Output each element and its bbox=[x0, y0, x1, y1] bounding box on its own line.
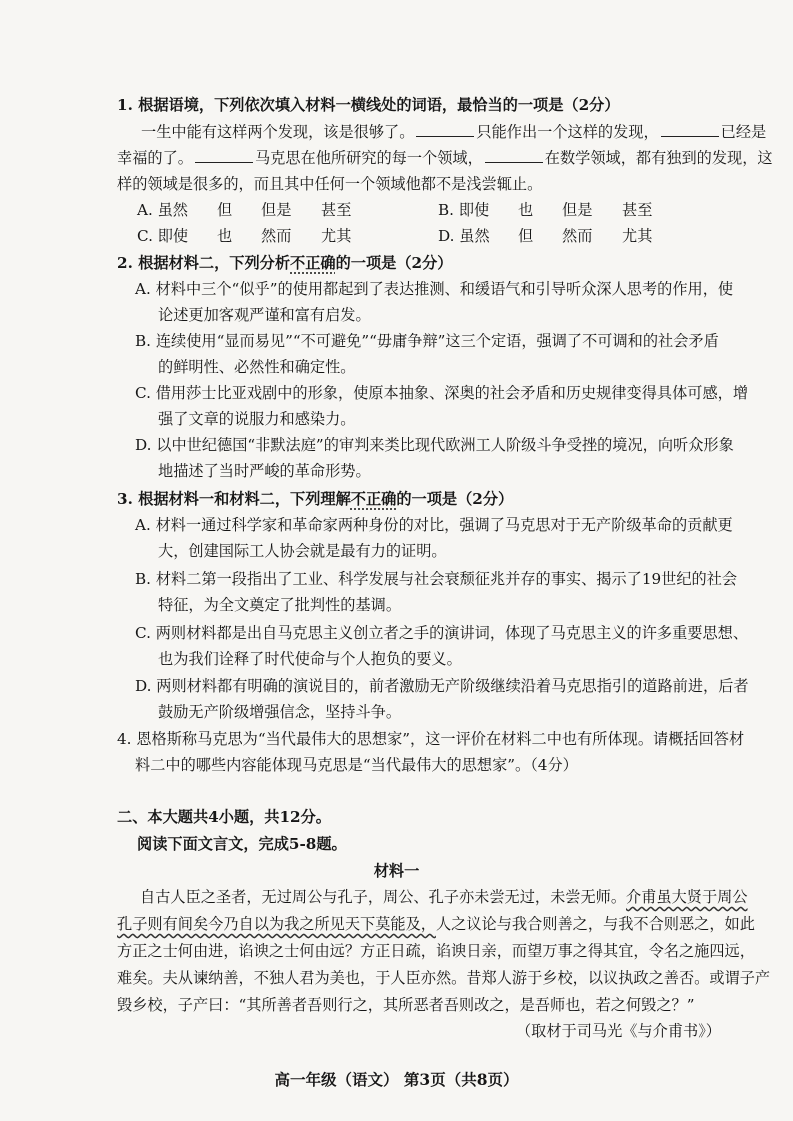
q1-stem: 1. 根据语境，下列依次填入材料一横线处的词语，最恰当的一项是（2分） bbox=[117, 96, 620, 114]
classical-text: 人之议论与我合则善之，与我不合则恶之，如此 bbox=[435, 915, 755, 933]
section-2-instruction: 阅读下面文言文，完成5-8题。 bbox=[137, 835, 347, 853]
classical-text-line-4: 难矣。夫从谏纳善，不独人君为美也，于人臣亦然。昔郑人游于乡校，以议执政之善否。或谓子产 bbox=[117, 969, 771, 987]
option-word: 甚至 bbox=[622, 201, 653, 219]
option-word: 尤其 bbox=[622, 227, 653, 245]
q1-passage-text: 在数学领域，都有独到的发现，这 bbox=[544, 149, 773, 167]
q2-stem-emphasis: 不正确 bbox=[290, 254, 336, 272]
q4-line-1: 4. 恩格斯称马克思为“当代最伟大的思想家”，这一评价在材料二中也有所体现。请概括回答材 bbox=[117, 730, 745, 748]
q3-stem-emphasis: 不正确 bbox=[350, 490, 397, 508]
q2-stem-text: 的一项是（2分） bbox=[335, 254, 453, 272]
option-word: 也 bbox=[217, 227, 233, 245]
material-title: 材料一 bbox=[373, 862, 420, 880]
q1-option-c bbox=[137, 223, 351, 249]
option-word: 也 bbox=[518, 201, 534, 219]
q3-stem-text: 的一项是（2分） bbox=[396, 490, 514, 508]
q1-passage-text: 一生中能有这样两个发现，该是很够了。 bbox=[141, 123, 415, 141]
option-word: C. 即使 bbox=[137, 227, 189, 245]
q3-stem-text: 3. 根据材料一和材料二，下列理解 bbox=[117, 490, 351, 508]
classical-text-line-2 bbox=[117, 911, 793, 937]
q2-stem bbox=[117, 250, 793, 276]
q1-option-b bbox=[438, 197, 652, 223]
q3-option-c-line-2: 也为我们诠释了时代使命与个人抱负的要义。 bbox=[158, 650, 462, 668]
classical-text-line-3: 方正之士何由进，谄谀之士何由远？方正日疏，谄谀日亲，而望万事之得其宜，令名之施四远， bbox=[117, 942, 755, 960]
q2-stem-text: 2. 根据材料二，下列分析 bbox=[117, 254, 291, 272]
option-word: D. 虽然 bbox=[438, 227, 490, 245]
option-word: 尤其 bbox=[321, 227, 352, 245]
fill-blank-4 bbox=[485, 148, 543, 163]
option-word: 然而 bbox=[261, 227, 292, 245]
option-word: 但 bbox=[518, 227, 534, 245]
q2-option-d-line-1: D. 以中世纪德国“非默法庭”的审判来类比现代欧洲工人阶级斗争受挫的境况，向听众形象 bbox=[135, 436, 734, 454]
option-word: B. 即使 bbox=[438, 201, 490, 219]
classical-text-line-5: 毁乡校，子产曰：“其所善者吾则行之，其所恶者吾则改之，是吾师也，若之何毁之？” bbox=[117, 996, 695, 1014]
q3-option-a-line-1: A. 材料一通过科学家和革命家两种身份的对比，强调了马克思对于无产阶级革命的贡献更 bbox=[135, 516, 733, 534]
q3-option-d-line-1: D. 两则材料都有明确的演说目的，前者激励无产阶级继续沿着马克思指引的道路前进，后者 bbox=[135, 677, 749, 695]
q3-stem bbox=[117, 486, 793, 512]
fill-blank-2 bbox=[661, 122, 719, 137]
fill-blank-3 bbox=[195, 148, 253, 163]
q1-passage-text: 幸福的了。 bbox=[117, 149, 193, 167]
q3-option-b-line-2: 特征，为全文奠定了批判性的基调。 bbox=[158, 596, 401, 614]
q1-option-d bbox=[438, 223, 652, 249]
q2-option-d-line-2: 地描述了当时严峻的革命形势。 bbox=[158, 462, 371, 480]
q1-passage-line-3: 样的领域是很多的，而且其中任何一个领域他都不是浅尝辄止。 bbox=[117, 175, 543, 193]
q3-option-c-line-1: C. 两则材料都是出自马克思主义创立者之手的演讲词，体现了马克思主义的许多重要思想、 bbox=[135, 624, 749, 642]
q3-option-a-line-2: 大，创建国际工人协会就是最有力的证明。 bbox=[158, 542, 447, 560]
option-word: 但是 bbox=[261, 201, 292, 219]
classical-text-line-1 bbox=[140, 884, 793, 910]
option-word: 但 bbox=[217, 201, 233, 219]
q1-passage-text: 马克思在他所研究的每一个领域， bbox=[254, 149, 483, 167]
page-footer: 高一年级（语文） 第3页（共8页） bbox=[274, 1070, 519, 1089]
section-2-title: 二、本大题共4小题，共12分。 bbox=[117, 808, 331, 826]
q3-option-d-line-2: 鼓励无产阶级增强信念，坚持斗争。 bbox=[158, 703, 401, 721]
option-word: 但是 bbox=[562, 201, 593, 219]
q2-option-b-line-2: 的鲜明性、必然性和确定性。 bbox=[158, 358, 356, 376]
q2-option-c-line-2: 强了文章的说服力和感染力。 bbox=[158, 410, 356, 428]
source-citation: （取材于司马光《与介甫书》） bbox=[515, 1022, 721, 1040]
q1-passage-line-1 bbox=[141, 119, 793, 145]
option-word: A. 虽然 bbox=[137, 201, 188, 219]
q1-passage-line-2 bbox=[117, 145, 793, 171]
q2-option-a-line-1: A. 材料中三个“似乎”的使用都起到了表达推测、和缓语气和引导听众深人思考的作用，使 bbox=[135, 280, 734, 298]
q3-option-b-line-1: B. 材料二第一段指出了工业、科学发展与社会衰颓征兆并存的事实、揭示了19世纪的社会 bbox=[135, 570, 738, 588]
q4-line-2: 料二中的哪些内容能体现马克思是“当代最伟大的思想家”。（4分） bbox=[135, 756, 578, 774]
q1-passage-text: 已经是 bbox=[720, 123, 767, 141]
underlined-text: 介甫虽大贤于周公 bbox=[626, 888, 748, 906]
option-word: 然而 bbox=[562, 227, 593, 245]
q2-option-a-line-2: 论述更加客观严谨和富有启发。 bbox=[158, 306, 371, 324]
classical-text: 自古人臣之圣者，无过周公与孔子，周公、孔子亦未尝无过，未尝无师。 bbox=[140, 888, 626, 906]
option-word: 甚至 bbox=[321, 201, 352, 219]
q1-passage-text: 只能作出一个这样的发现， bbox=[476, 123, 659, 141]
q1-option-a bbox=[137, 197, 351, 223]
q2-option-c-line-1: C. 借用莎士比亚戏剧中的形象，使原本抽象、深奥的社会矛盾和历史规律变得具体可感，增 bbox=[135, 384, 749, 402]
q2-option-b-line-1: B. 连续使用“显而易见”“不可避免”“毋庸争辩”这三个定语，强调了不可调和的社会矛盾 bbox=[135, 332, 719, 350]
underlined-text: 孔子则有间矣今乃自以为我之所见天下莫能及， bbox=[117, 915, 436, 933]
fill-blank-1 bbox=[416, 122, 474, 137]
